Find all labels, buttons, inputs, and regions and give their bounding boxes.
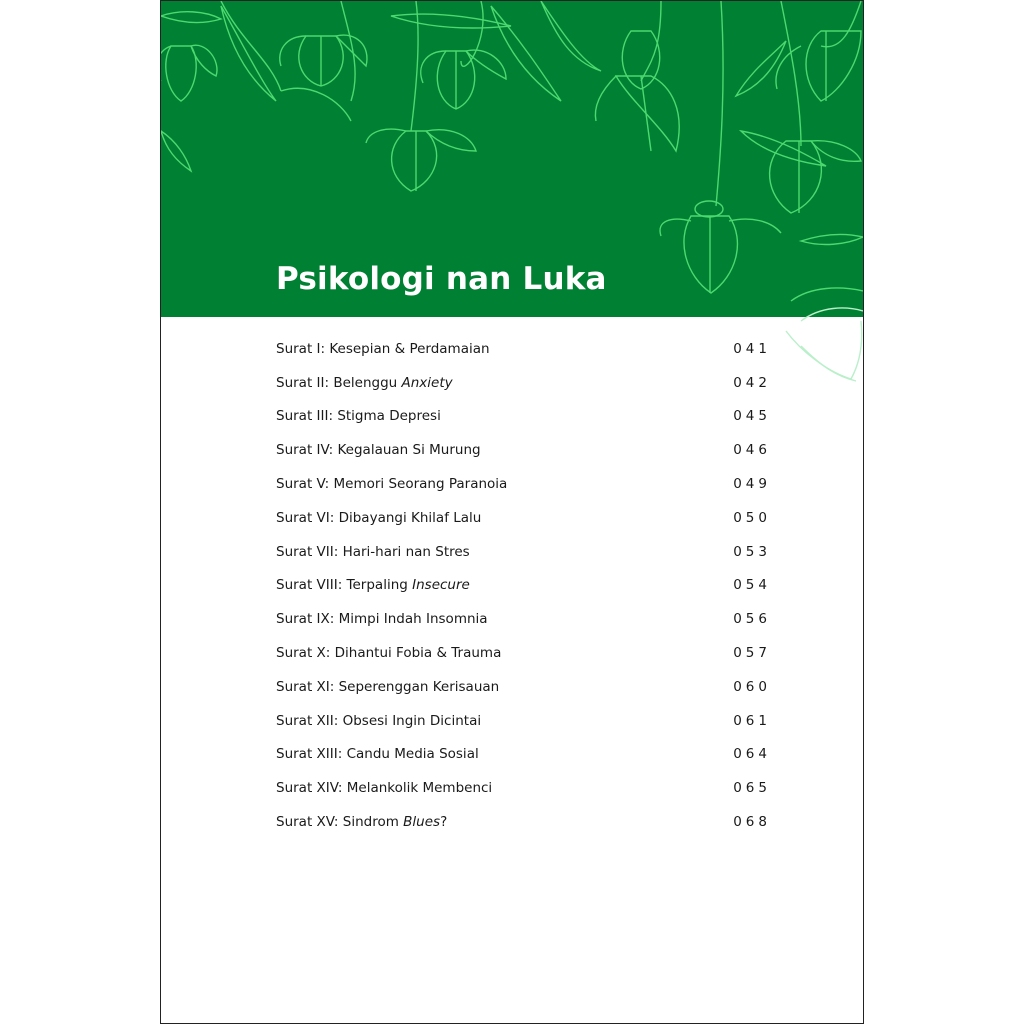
flower: [660, 201, 781, 293]
toc-page-number: 056: [733, 611, 771, 628]
leaf: [801, 234, 863, 244]
leaf: [541, 1, 601, 71]
toc-page-number: 065: [733, 780, 771, 797]
toc-entry: [276, 805, 771, 839]
leaf: [741, 131, 826, 166]
label-italic-term: Anxiety: [401, 374, 453, 391]
toc-entry: [276, 636, 771, 670]
label-suffix: ?: [440, 814, 448, 831]
toc-page-number: 053: [733, 543, 771, 560]
toc-entry: [276, 569, 771, 603]
toc-page-number: 042: [733, 374, 771, 391]
toc-entry-label: [276, 544, 470, 560]
toc-page-number: 046: [733, 442, 771, 459]
toc-entry: [276, 332, 771, 366]
label-text: Surat XI: Seperenggan Kerisauan: [276, 678, 500, 695]
toc-page-number: 057: [733, 645, 771, 662]
toc-entry: [276, 467, 771, 501]
toc-entry: [276, 501, 771, 535]
flower: [161, 45, 217, 101]
toc-entry-label: [276, 814, 447, 830]
toc-entry-label: [276, 375, 453, 391]
toc-entry-label: [276, 341, 490, 357]
label-text: Surat X: Dihantui Fobia & Trauma: [276, 645, 502, 662]
toc-entry-label: [276, 780, 492, 796]
label-italic-term: Insecure: [412, 577, 470, 594]
toc-entry: [276, 433, 771, 467]
flower: [786, 288, 863, 381]
flower: [595, 31, 679, 151]
toc-entry-label: [276, 645, 501, 661]
toc-entry-label: [276, 442, 481, 458]
label-text: Surat XV: Sindrom: [276, 814, 404, 831]
toc-page-number: 049: [733, 476, 771, 493]
toc-entry-label: [276, 510, 481, 526]
label-text: Surat VI: Dibayangi Khilaf Lalu: [276, 509, 482, 526]
label-italic-term: Blues: [403, 814, 441, 831]
toc-entry-label: [276, 746, 479, 762]
toc-entry: [276, 535, 771, 569]
label-text: Surat XIII: Candu Media Sosial: [276, 746, 479, 763]
toc-entry: [276, 602, 771, 636]
label-text: Surat VIII: Terpaling: [276, 577, 413, 594]
flower: [770, 141, 861, 213]
toc-page-number: 061: [733, 712, 771, 729]
label-text: Surat XIV: Melankolik Membenci: [276, 780, 493, 797]
label-text: Surat VII: Hari-hari nan Stres: [276, 543, 470, 560]
stem: [781, 1, 801, 146]
flower: [421, 50, 506, 109]
leaf: [221, 6, 276, 101]
toc-page-number: 068: [733, 814, 771, 831]
stem: [716, 1, 723, 206]
label-text: Surat V: Memori Seorang Paranoia: [276, 476, 508, 493]
book-page: [160, 0, 864, 1024]
toc-page-number: 050: [733, 509, 771, 526]
label-text: Surat XII: Obsesi Ingin Dicintai: [276, 712, 482, 729]
label-text: Surat IX: Mimpi Indah Insomnia: [276, 611, 488, 628]
label-text: Surat III: Stigma Depresi: [276, 408, 441, 425]
stem: [411, 1, 418, 131]
flower: [366, 129, 476, 191]
stem: [221, 1, 351, 121]
toc-page-number: 064: [733, 746, 771, 763]
label-text: Surat IV: Kegalauan Si Murung: [276, 442, 481, 459]
toc-entry-label: [276, 679, 499, 695]
table-of-contents: [276, 332, 771, 839]
label-text: Surat I: Kesepian & Perdamaian: [276, 340, 490, 357]
toc-entry: [276, 704, 771, 738]
toc-entry: [276, 771, 771, 805]
leaf: [161, 131, 191, 171]
toc-entry-label: [276, 713, 481, 729]
leaf: [161, 12, 221, 23]
toc-page-number: 060: [733, 678, 771, 695]
toc-entry-label: [276, 577, 470, 593]
leaf: [391, 14, 511, 28]
section-title: Psikologi nan Luka: [276, 261, 607, 297]
toc-page-number: 041: [733, 340, 771, 357]
toc-entry: [276, 366, 771, 400]
toc-entry-label: [276, 611, 488, 627]
toc-entry: [276, 670, 771, 704]
toc-entry-label: [276, 476, 507, 492]
label-text: Surat II: Belenggu: [276, 374, 402, 391]
toc-page-number: 054: [733, 577, 771, 594]
toc-entry: [276, 738, 771, 772]
toc-page-number: 045: [733, 408, 771, 425]
toc-entry: [276, 400, 771, 434]
stem: [821, 1, 861, 47]
toc-entry-label: [276, 408, 441, 424]
